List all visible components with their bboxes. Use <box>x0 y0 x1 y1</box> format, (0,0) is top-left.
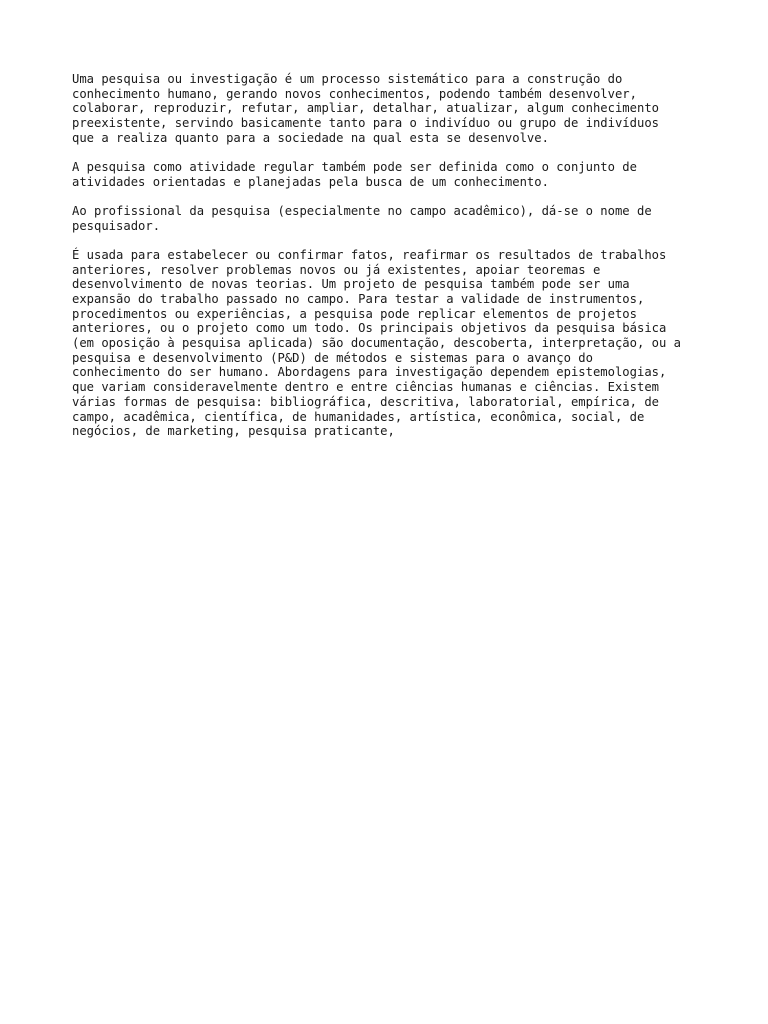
paragraph-purposes: É usada para estabelecer ou confirmar fatos, reafirmar os resultados de trabalhos anteriores, resolver problemas novos ou já existentes, apoiar teoremas e desenvolvimento de novas teorias. Um projeto de pesquisa também pode ser uma expansão do trabalho passado no campo. Para testar a validade de instrumentos, procedimentos ou experiências, a pesquisa pode replicar elementos de projetos anteriores, ou o projeto como um todo. Os principais objetivos da pesquisa básica (em oposição à pesquisa aplicada) são documentação, descoberta, interpretação, ou a pesquisa e desenvolvimento (P&D) de métodos e sistemas para o avanço do conhecimento do ser humano. Abordagens para investigação dependem epistemologias, que variam consideravelmente dentro e entre ciências humanas e ciências. Existem várias formas de pesquisa: bibliográfica, descritiva, laboratorial, empírica, de campo, acadêmica, científica, de humanidades, artística, econômica, social, de negócios, de marketing, pesquisa praticante, <box>72 247 682 439</box>
paragraph-regular-activity: A pesquisa como atividade regular também pode ser definida como o conjunto de atividades orientadas e planejadas pela busca de um conhecimento. <box>72 160 637 189</box>
paragraph-researcher: Ao profissional da pesquisa (especialmente no campo acadêmico), dá-se o nome de pesquisador. <box>72 203 652 233</box>
paragraph-definition: Uma pesquisa ou investigação é um processo sistemático para a construção do conhecimento humano, gerando novos conhecimentos, podendo também desenvolver, colaborar, reproduzir, refutar, ampliar, detalhar, atualizar, algum conhecimento preexistente, servindo basicamente tanto para o indivíduo ou grupo de indivíduos que a realiza quanto para a sociedade na qual esta se desenvolve. <box>72 72 659 145</box>
document-page <box>72 72 712 453</box>
